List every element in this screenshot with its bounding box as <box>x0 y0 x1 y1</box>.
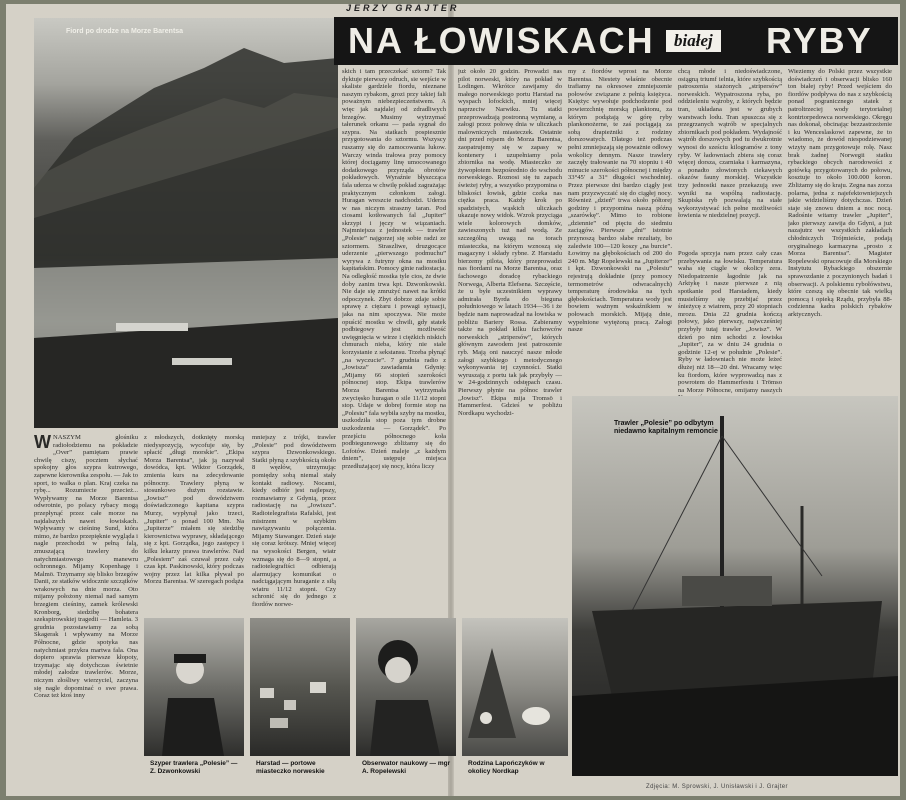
text-column-3: mniejszy z trójki, trawler „Polesie” pod dowództwem szypra Dzwonkowskiego. Statki płyną z szybkością około 8 węzłów, utrzymując pomiędzy sobą niemal stały kontakt radiowy. Nocami, kiedy odbiór jest najlepszy, rozmawiamy z Gdynią, przez radiostację na „Jowiszu”. Radiotelegrafista Rafalski, jest mistrzem w szybkim nawiązywaniu połączenia. Mijamy Stawanger. Dzień staje się coraz krótszy. Mniej więcej na wysokości Bergen, wiatr wzmaga się do 8—9 stopni, a radiotelegrafiści odbierają alarmujący komunikat o nadciągającym huraganie z siłą wiatru 11/12 stopni. Czy schronić się do jednego z fiordów norwe- <box>252 434 336 609</box>
fjord-photo <box>34 18 338 428</box>
text-column-9: Wieziemy do Polski przez wszystkie doświadczeń i obserwacji blisko 160 ton białej ryby! Przed wejściem do fiordów podpływa do nas z szybkością ponad pogranicznego statek z patroltrzeciej wody terytorialnej kontrtorpedowca norweskiego. Okręgu nas dokonał, obcinając bezzastrzeżenie i ku Wenceslaskowi zapewne, że to wiadomo, że dowód niespodziewanej wizyty nam przygotowuje rolę. Nasz brak żadnej Norwegii statku rybackiego obcych narodowości z gotówką przygotowanych do połowu, kosztuje to około 100.000 koron. Zbliżamy się do kraju. Zegna nas zorza polarna, jedna z najefektowniejszych jakie widzieliśmy dotychczas. Dzień staje się znowu dniem a noc nocą. Radośnie witamy trawler „Jupiter”, jako pierwszy zawija do Gdyni, a już nazajutrz we wszystkich zakładach chłodniczych Trójmieście, podają oryginalnego karmazyna „prosto z Morza Barentsa”. Magister Ropelewski opracowuje dla Morskiego Instytutu Rybackiego obszernie sprawozdanie z poczynionych badań i obserwacji. A polskiemu rybołówstwu, które czeszą się obecnie tak wielką pomocą i opieką Rządu, przybyła 88-codzienna kadra polskich rybaków arktycznych. <box>788 68 892 318</box>
magazine-spread <box>6 4 900 796</box>
text-column-7: chcą młode i niedoświadczone, osiągną triumf ielnia, które szybkością patroszenia stażonych „stripersów” norweskich. Wypatroszona ryba, po oddzieleniu wątroby, z których będzie tran, układana jest w grubych warstwach lodu. Tran spuszcza się z przegrzanych wątrób w specjalnych zbiornikach pod pokładem. Wydajność wątrób dorszowych pod tu dwukrotnie wynosi do sześciu kilogramów z tony ryby. W ładowniach zbiera się coraz więcej dorsza, czarniaka i karmazyna, a ponadto złowionych ciekawych okazów fauny morskiej. Wszystkie trzy jednostki nasze przekazują swe wyniki na wspólną radiostację. Skupiska ryb pozwalają na stałe wykorzystywać ich pełne możliwości łowienia w niedzielnej pozycji. <box>678 68 782 220</box>
text-column-1: WNASZYM głośniku radiołodziemu na pokładzie „Over” pamiętam prawie chwilę ciszy, pocztem słychać spokojny głos szypra kutrowego, zapewne kierownika zespołu. — Jak to sport, to walka o plan. Kraj czeka na rybę... Rozumiecie przecież... Wypływamy na Morze Barentsa odwrotnie, po polacy rybacy mogą przepłynąć przez całe morze na najdalszych nawet łowiskach. Wpływamy w cieśninę Sund, która mimo, że bardzo przepięknie wygląda i nagle przechodzi w pełną falą, zmuszającą trawlery do natychmiastowego manewru ochronnego. Mijamy Kopenhagę i Malmö. Trzymamy się blisko brzegów Danii, ze statków widocznie szczątków wrakowych na dnie morza. Oto mijamy położony niemal nad samym brzegiem cieśniny, zamek królewski Kronborg, siedzibę bohatera szekspirowskiej tragedii — Hamleta. 3 grudnia pozostawiamy za sobą Skagerak i wpływamy na Morze Północne, gdzie spotyka nas natychmiast przykra martwa fala. Ona dopiero sprawia pierwsze kłopoty, trzymając się dotychczas świetnie młodej załodze trawlerów. Morze, niczym złośliwy wierzyciel, zaczyna się nagle dopominać o swe prawa. Coraz też ktoś inny <box>34 434 138 700</box>
skipper-photo <box>144 618 244 756</box>
skipper-caption: Szyper trawlera „Polesie” — Z. Dzwonkowski <box>150 760 238 775</box>
text-column-5: już około 20 godzin. Prowadzi nas pilot norweski, który na pokład w Lodingen. Wkrótce zawijamy do małego norweskiego portu Harstad na wyspach lofockich, mniej więcej naprzeciw Narwiku. Tu statki przeprowadzają postronną wymianę, a załogi przez połowę dnia w uliczkach malowniczych miasteczek. Ostatnie dni przed rejsem do Morza Barentsa, zaopatrujemy się w zapasy w kontenery i uzupełniamy pola zbiornika na wodę. Miasteczko ze żywopłotem bezpośrednio do wschodu norweskiego. Roznosi się tu zapach świeżej ryby, a wszystko przypomina o bliskości łowisk, gdzie czeka nas ciężka praca. Każdy krok po spadzistych, wąskich uliczkach ukazuje nowy widok. Wzrok przyciąga wiele kolorowych domków, zawieszonych tuż nad wodą. Ze szczególną uwagą na torach miasteczka, na którym wznoszą się magazyny i składy rybne. Z Harstadu bierzemy pilota, który przeprowadzi nas fiordami na Morze Barentsa, oraz fachowego doradcę rybackiego Norwega, Alberta Elefsena. Szczęście, że u byłe uczestnikiem wyprawy admirała Byrda do bieguna południowego w latach 1934—36 i że będzie nam naprowadzał na łowiska w pobliżu Bariery Rossa. Zabieramy także na pokład kilku fachowców norweskich „stripersów”, których głównym zawodem jest patroszenie ryb. Mają oni nauczyć nasze młode załogi szybkiego i metodycznego wykonywania tej czynności. Statki wyruszają z portu tak jak przybyły — w 24-godzinnych odstępach czasu. Pierwszy płynie na północ trawler „Jowisz”. Ekipa mija Tromsö i Hammerfest. Gdzieś w pobliżu Nordkapu wychodzi- <box>458 68 562 417</box>
text-column-8: Pogoda sprzyja nam przez cały czas przebywania na łowisku. Temperatura waha się ciągle w okolicy zera. Niedopatrzenie łagodnie jak na Arktykę i nasze pierwsze z nią spotkanie pod Harstadem, kiedy musieliśmy się przebijać przez śnieżycę z wiatrem, przy 20 stopniach mrozu. Dnia 22 grudnia kończą połowy, jako pierwszy, najwcześniej przybyły tutaj trawler „Jowisz”. W dzień po nim schodzi z łowiska „Jupiter”, za w dniu 24 grudnia o godzinie 12-ej w południe „Polesie”. Ryby w ładowniach nie może leżeć dłużej niż 18—20 dni. Wracamy więc ku fiordom, które wyprowadzą nas z powrotem do Hammerfestu i Trömso na Morze Północne, omijamy naszych <box>678 250 782 394</box>
lapp-family-photo <box>462 618 568 756</box>
title-part3: RYBY <box>766 20 873 61</box>
fjord-caption: Fiord po drodze na Morze Barentsa <box>66 28 184 35</box>
title-part1: NA ŁOWISKACH <box>348 20 655 61</box>
lapp-caption: Rodzina Lapończyków w okolicy Nordkap <box>468 760 545 775</box>
text-column-4: skich i tam przeczekać sztorm? Tak dyktuje pierwszy odruch, sie wejście w skaliste gardziele fiordu, nieznane naszym rybakom, grozi przy takiej fali poważnym niebezpieczeństwem. A więc jak najdalej od zdradliwych brzegów. Musimy wytrzymać tałerunek orkanu — pada sygnał do szypra. Na statkach pospiesznie przygotowania do sztormu. Wszyscy ruszamy się do zamocowania lukow. Warczy winda trałowa przy pomocy której dociągamy linę umocowanego dodatkowego przyrząda obrotów pokładowych. Wyraźnie błyszcząca fala uderza w chwilę pokład zagrażając praktycznym członkom załogi. Huragan wreszcie nadchodzi. Uderza w nas niczym straszny taran. Pod ciosami kotłowanych fal „Jupiter” skrzypi i jęczy w wiązaniach. Najmniejsza z jednostek — trawler „Polesie” najgorzej się sobie radzi ze sztormem. Straszliwe, druzgocące uderzenie „pierwszego podmuchu” wyrywa z futryny okna na mostku kapitańskim. Pomocy ginie radiostacja. Na odległość mostka tyle cios, że dwie doby zanim trwa kpt. Dzwonkowski. Nie daje się zmrużyć nawet na krótki odpoczynek. Zbyt dobrze zdaje sobie sprawę z ciężaru i powagi sytuacji, jaka na nim spoczywa. Nie może opuścić mostku w chwili, gdy statek podbiegowy jest możliwość uwięgnięcia w wirze i ciężkich niskich chmurach nieba, który nie stale korzystanie z sekstansu. Trzeba płynąć „na wyczucie”. 7 grudnia radio z „Jowisza” zawiadamia Gdynię: „Mijamy 66 stopień szerokości północnej stop. Ekipa trawlerów Morza Barentsa wytrzymała zwycięsko huragan o sile 11/12 stopni stop. Udaje w dobrej formie stop na „Polesiu” fala wybiła szyby na mostku, uszkodziła stop poza tym drobne uszkodzenia — Gorządek”. Po przejściu północnego koła podbiegunowego zbliżamy się do Lofotów. Dzień maleje „z każdym dniem”, ustępuje miejsca przedłużającej się nocy, która liczy <box>342 68 446 470</box>
article-title <box>334 17 898 65</box>
drop-cap: W <box>34 434 51 452</box>
author-byline: JERZY GRAJTER <box>346 4 460 13</box>
text-column-6: my z fiordów wprost na Morze Barentsa. Niestety właśnie obecnie trafiamy na okresowe zmniejszenie połowów związane z pełnią księżyca. Księżyc wywołuje podchodzenie pod powierzchnię morską planktonu, za którym podążają w górę ryby plankonożerne, te zaś pociągają za sobą drapieżniki z rodziny dorszowatych. Dlatego też podczas pełni zmniejszają się poważnie odłowy wokolicy dennym. Nasze trawlery zaczęły trałowanie na 70 stopniu i 40 minucie szerokości północnej i między 33°45′ a 31° długości wschodniej. Przez pierwsze dni bardzo ciągły jest nam przyzwyczaić się do ciągłej nocy. Również „dzień” trwa około półtorej godziny i przypomina naszą późną „szarówkę”. Mimo to robione „dziennie” od pięciu do siedmiu zaciągów. Pierwsze „dni” istotnie przynoszą bardzo słabe rezultaty, bo zaledwie 100—120 koszy „na burcie”. Łowimy na głębokościach od 200 do 240 m. Mgr Ropelewski na „Jupiterze” i kpt. Dzwonkowski na „Polesiu” rejestrują dokładnie (przy pomocy termometrów odwracalnych) temperaturę środowiska na tych głębokościach. Temperatura wody jest bowiem ważnym wskaźnikiem w połowach morskich. Mijają dnie, wypełnione wytężoną pracą. Załogi nasze <box>568 68 672 334</box>
trawler-graphic <box>572 396 898 776</box>
trawler-caption: Trawler „Polesie” po odbytym niedawno kapitalnym remoncie <box>614 420 718 435</box>
observer-caption: Obserwator naukowy — mgr A. Ropelewski <box>362 760 451 775</box>
photo-credits: Zdjęcia: M. Sprowski, J. Unisławski i J. Grajter <box>646 784 788 790</box>
fjord-landscape-graphic <box>34 18 338 428</box>
harstad-photo <box>250 618 350 756</box>
trawler-photo <box>572 396 898 776</box>
observer-photo <box>356 618 456 756</box>
text-column-2: z młodszych, dotknięty morską niedyspozycją, wycofuje się, by spłacić „długi morskie”. „Ekipa Morza Barentsa”, jak ją nazywał dowódca, kpt. Wiktor Gorządek, zmienia kurs na zdecydowanie północny. Trawlery płyną w stosunkowo dużym rozstawie. „Jowisz” pod dowództwem doświadczonego kapitana szypra Murzy, wypłynął jako trzeci, „Jupiter” o ponad 100 Mm. Na „Jupiterze” miałem się siedzibę kierownictwa wyprawy, składającego się z kpt. Gorządka, jego zastępcy i kilku lekarzy prawa trawlerów. Nad „Polesiem” zaś czuwał przez cały czas kpt. Paskinowski, który podczas wojny przez lat kilka pływał po Morzu Barentsa. W szeregach podąża <box>144 434 244 586</box>
harstad-caption: Harstad — portowe miasteczko norweskie <box>256 760 325 775</box>
title-part2: białej <box>666 30 721 52</box>
